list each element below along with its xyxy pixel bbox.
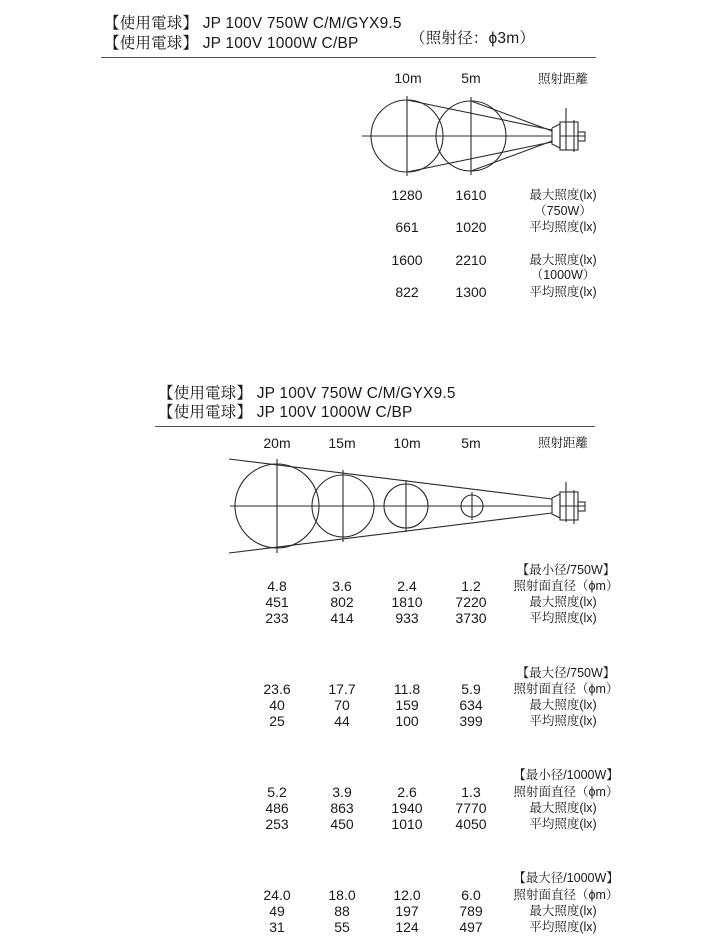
distance-header-20m: 20m: [263, 435, 291, 451]
value-cell: 450: [330, 816, 354, 832]
distance-header-5m: 5m: [461, 70, 481, 86]
value-cell: 497: [459, 919, 483, 935]
value-cell: 3730: [455, 610, 487, 626]
value-cell: 4.8: [267, 578, 287, 594]
group-title-max-750w: 【最大径/750W】: [516, 666, 616, 680]
value-cell: 44: [334, 713, 350, 729]
beam-diameter-label: 照射面直径（ϕm）: [513, 579, 619, 593]
value-cell: 25: [269, 713, 285, 729]
avg-lux-label: 平均照度(lx): [529, 920, 597, 934]
group-title-min-1000w: 【最小径/1000W】: [513, 768, 619, 782]
bulb-spec-line-2: 【使用電球】 JP 100V 1000W C/BP: [158, 404, 413, 421]
value-cell: 49: [269, 903, 285, 919]
value-cell: 40: [269, 697, 285, 713]
beam-diameter-note: （照射径：ϕ3m）: [410, 30, 536, 47]
max-lux-label: 最大照度(lx): [529, 801, 597, 815]
value-cell: 486: [265, 800, 289, 816]
group-title-max-1000w: 【最大径/1000W】: [513, 871, 619, 885]
value-cell: 933: [395, 610, 419, 626]
value-cell: 124: [395, 919, 419, 935]
max-lux-label: 最大照度(lx): [529, 698, 597, 712]
value-cell: 1940: [391, 800, 423, 816]
bulb-spec-line-2: 【使用電球】 JP 100V 1000W C/BP: [104, 35, 359, 52]
value-cell: 17.7: [328, 681, 356, 697]
value-cell: 802: [330, 594, 354, 610]
value-cell: 70: [334, 697, 350, 713]
value-cell: 88: [334, 903, 350, 919]
throw-distance-header: 照射距離: [537, 436, 588, 450]
value-cell: 1.2: [461, 578, 481, 594]
value-cell: 7770: [455, 800, 487, 816]
avg-lux-label: 平均照度(lx): [529, 714, 597, 728]
value-cell: 55: [334, 919, 350, 935]
avg-lux-1000w-10m: 822: [395, 284, 419, 300]
value-cell: 18.0: [328, 887, 356, 903]
group-title-min-750w: 【最小径/750W】: [516, 563, 616, 577]
max-lux-1000w-5m: 2210: [455, 252, 487, 268]
value-cell: 414: [330, 610, 354, 626]
beam-diameter-label: 照射面直径（ϕm）: [513, 888, 619, 902]
distance-header-10m: 10m: [393, 435, 421, 451]
avg-lux-label: 平均照度(lx): [529, 285, 597, 299]
value-cell: 12.0: [393, 887, 421, 903]
max-lux-label: 最大照度(lx): [529, 595, 597, 609]
value-cell: 863: [330, 800, 354, 816]
value-cell: 6.0: [461, 887, 481, 903]
beam-diameter-label: 照射面直径（ϕm）: [513, 682, 619, 696]
value-cell: 2.6: [397, 784, 417, 800]
value-cell: 1810: [391, 594, 423, 610]
value-cell: 23.6: [263, 681, 291, 697]
avg-lux-label: 平均照度(lx): [529, 611, 597, 625]
avg-lux-750w-5m: 1020: [455, 219, 487, 235]
max-lux-label: 最大照度(lx): [529, 188, 597, 202]
value-cell: 451: [265, 594, 289, 610]
value-cell: 233: [265, 610, 289, 626]
max-lux-label: 最大照度(lx): [529, 253, 597, 267]
max-lux-750w-10m: 1280: [391, 187, 423, 203]
value-cell: 4050: [455, 816, 487, 832]
value-cell: 159: [395, 697, 419, 713]
max-lux-label: 最大照度(lx): [529, 904, 597, 918]
value-cell: 5.9: [461, 681, 481, 697]
avg-lux-label: 平均照度(lx): [529, 817, 597, 831]
distance-header-15m: 15m: [328, 435, 356, 451]
bulb-spec-line-1: 【使用電球】 JP 100V 750W C/M/GYX9.5: [104, 15, 402, 32]
wattage-750-label: （750W）: [534, 204, 592, 218]
value-cell: 1010: [391, 816, 423, 832]
avg-lux-1000w-5m: 1300: [455, 284, 487, 300]
max-lux-750w-5m: 1610: [455, 187, 487, 203]
value-cell: 253: [265, 816, 289, 832]
wattage-1000-label: （1000W）: [530, 268, 596, 282]
value-cell: 24.0: [263, 887, 291, 903]
value-cell: 634: [459, 697, 483, 713]
value-cell: 3.9: [332, 784, 352, 800]
throw-distance-header: 照射距離: [537, 72, 588, 86]
avg-lux-label: 平均照度(lx): [529, 220, 597, 234]
value-cell: 2.4: [397, 578, 417, 594]
value-cell: 100: [395, 713, 419, 729]
distance-header-10m: 10m: [394, 70, 422, 86]
value-cell: 11.8: [393, 681, 421, 697]
value-cell: 31: [269, 919, 285, 935]
value-cell: 5.2: [267, 784, 287, 800]
distance-header-5m: 5m: [461, 435, 481, 451]
value-cell: 7220: [455, 594, 487, 610]
avg-lux-750w-10m: 661: [395, 219, 419, 235]
value-cell: 789: [459, 903, 483, 919]
value-cell: 1.3: [461, 784, 481, 800]
value-cell: 197: [395, 903, 419, 919]
value-cell: 399: [459, 713, 483, 729]
beam-diameter-label: 照射面直径（ϕm）: [513, 785, 619, 799]
max-lux-1000w-10m: 1600: [391, 252, 423, 268]
bulb-spec-line-1: 【使用電球】 JP 100V 750W C/M/GYX9.5: [158, 385, 456, 402]
value-cell: 3.6: [332, 578, 352, 594]
